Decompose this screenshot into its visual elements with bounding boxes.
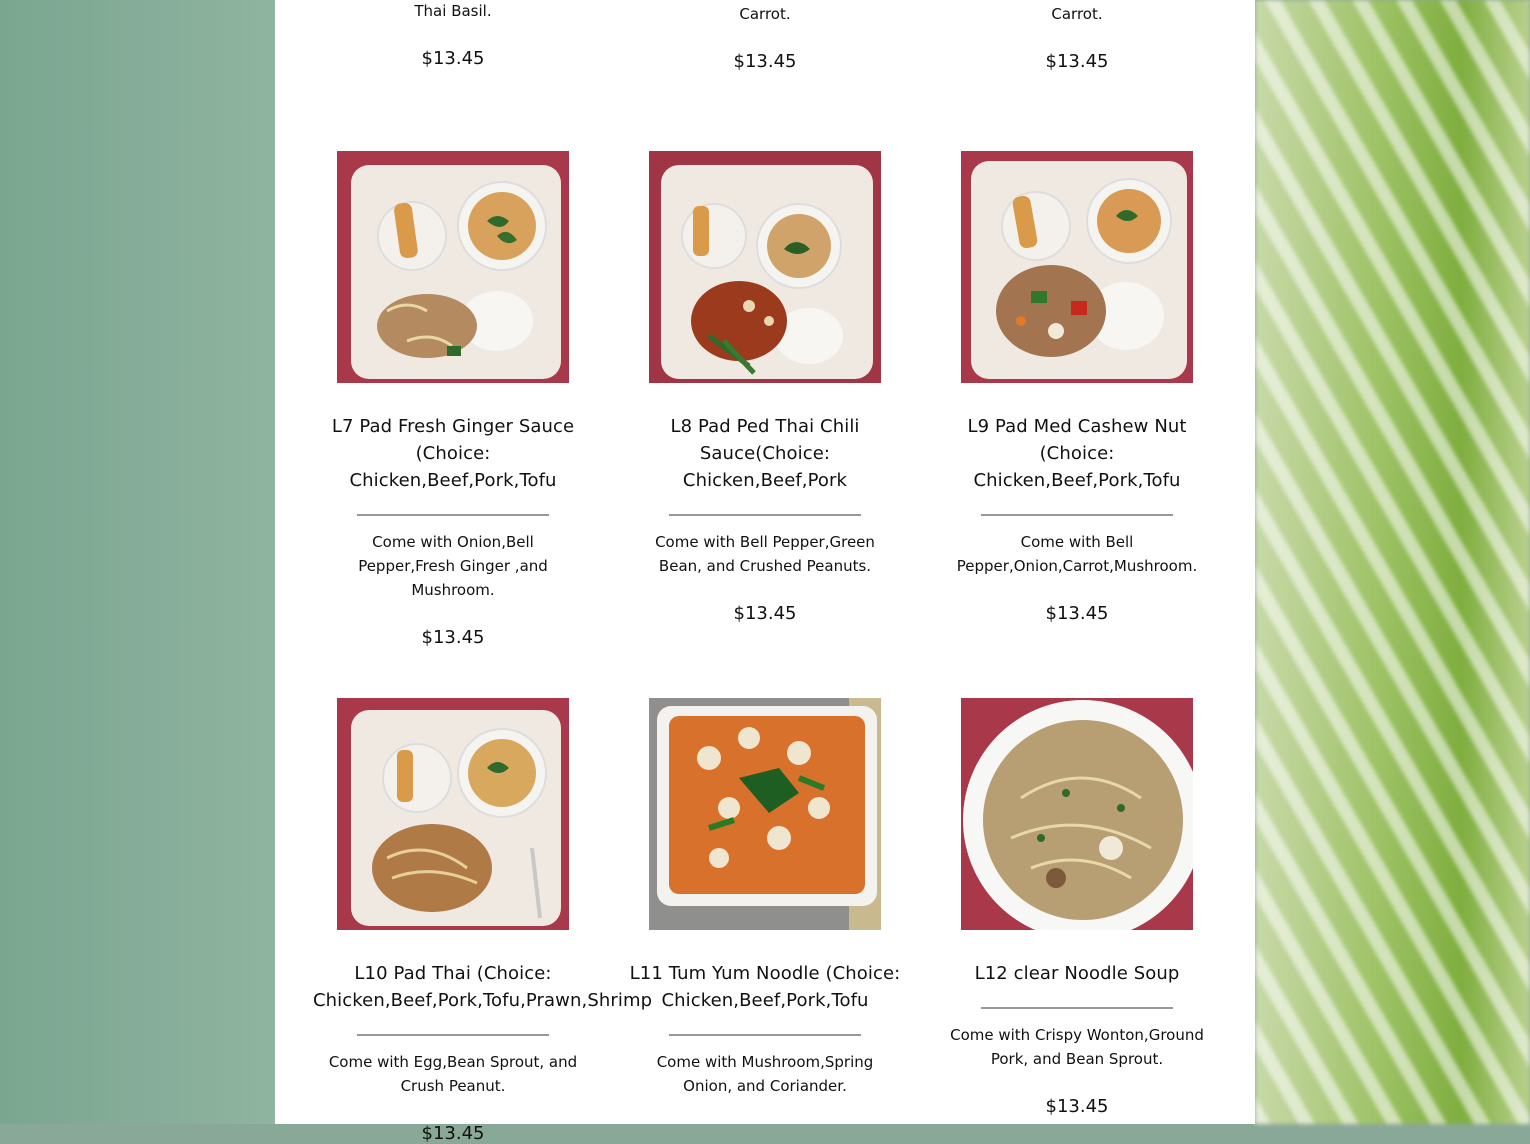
item-description: Come with Onion,Bell Pepper,Fresh Ginger ,and Mushroom. — [358, 533, 548, 599]
item-description: Come with Bell Pepper,Green Bean, and Crushed Peanuts. — [655, 533, 875, 575]
menu-panel — [275, 0, 1255, 1144]
menu-item-top-2 — [625, 5, 905, 72]
pad-thai-plate-icon[interactable] — [337, 698, 569, 930]
item-title: L11 Tum Yum Noodle (Choice: Chicken,Beef,Pork,Tofu — [629, 963, 901, 1011]
divider — [357, 514, 549, 516]
item-price: $13.45 — [1045, 51, 1109, 72]
divider — [981, 1007, 1173, 1009]
item-title: L7 Pad Fresh Ginger Sauce (Choice: Chicken,Beef,Pork,Tofu — [331, 416, 575, 491]
menu-item-top-1 — [313, 2, 593, 69]
menu-item-l10 — [313, 698, 653, 1144]
divider — [669, 1034, 861, 1036]
item-title: L10 Pad Thai (Choice: Chicken,Beef,Pork,Tofu,Prawn,Shrimp — [313, 963, 653, 1011]
item-price: $13.45 — [421, 627, 485, 648]
divider — [669, 514, 861, 516]
item-description-tail: Carrot. — [1051, 5, 1103, 23]
item-title: L9 Pad Med Cashew Nut (Choice: Chicken,Beef,Pork,Tofu — [967, 416, 1187, 491]
item-title: L12 clear Noodle Soup — [974, 963, 1180, 984]
stir-fry-plate-icon[interactable] — [337, 151, 569, 383]
tom-yum-bowl-icon[interactable] — [649, 698, 881, 930]
item-description: Come with Mushroom,Spring Onion, and Coriander. — [656, 1053, 874, 1095]
menu-item-top-3 — [937, 5, 1217, 72]
chili-plate-icon[interactable] — [649, 151, 881, 383]
right-background-leaf — [1255, 0, 1530, 1124]
item-description: Come with Egg,Bean Sprout, and Crush Peanut. — [328, 1053, 578, 1095]
menu-item-l9 — [937, 151, 1217, 624]
menu-item-l8 — [625, 151, 905, 624]
divider — [357, 1034, 549, 1036]
left-background — [0, 0, 275, 1124]
item-price: $13.45 — [733, 51, 797, 72]
item-price: $13.45 — [421, 1123, 485, 1144]
divider — [981, 514, 1173, 516]
item-title: L8 Pad Ped Thai Chili Sauce(Choice: Chicken,Beef,Pork — [670, 416, 860, 491]
menu-item-l11 — [625, 698, 905, 1098]
menu-item-l7 — [313, 151, 593, 648]
cashew-plate-icon[interactable] — [961, 151, 1193, 383]
menu-item-l12 — [937, 698, 1217, 1117]
item-price: $13.45 — [421, 48, 485, 69]
item-description-tail: Carrot. — [739, 5, 791, 23]
item-price: $13.45 — [1045, 603, 1109, 624]
item-description-tail: Thai Basil. — [414, 2, 492, 20]
item-description: Come with Bell Pepper,Onion,Carrot,Mushroom. — [956, 533, 1198, 575]
item-price: $13.45 — [733, 603, 797, 624]
item-description: Come with Crispy Wonton,Ground Pork, and Bean Sprout. — [950, 1026, 1204, 1068]
noodle-soup-bowl-icon[interactable] — [961, 698, 1193, 930]
item-price: $13.45 — [1045, 1096, 1109, 1117]
